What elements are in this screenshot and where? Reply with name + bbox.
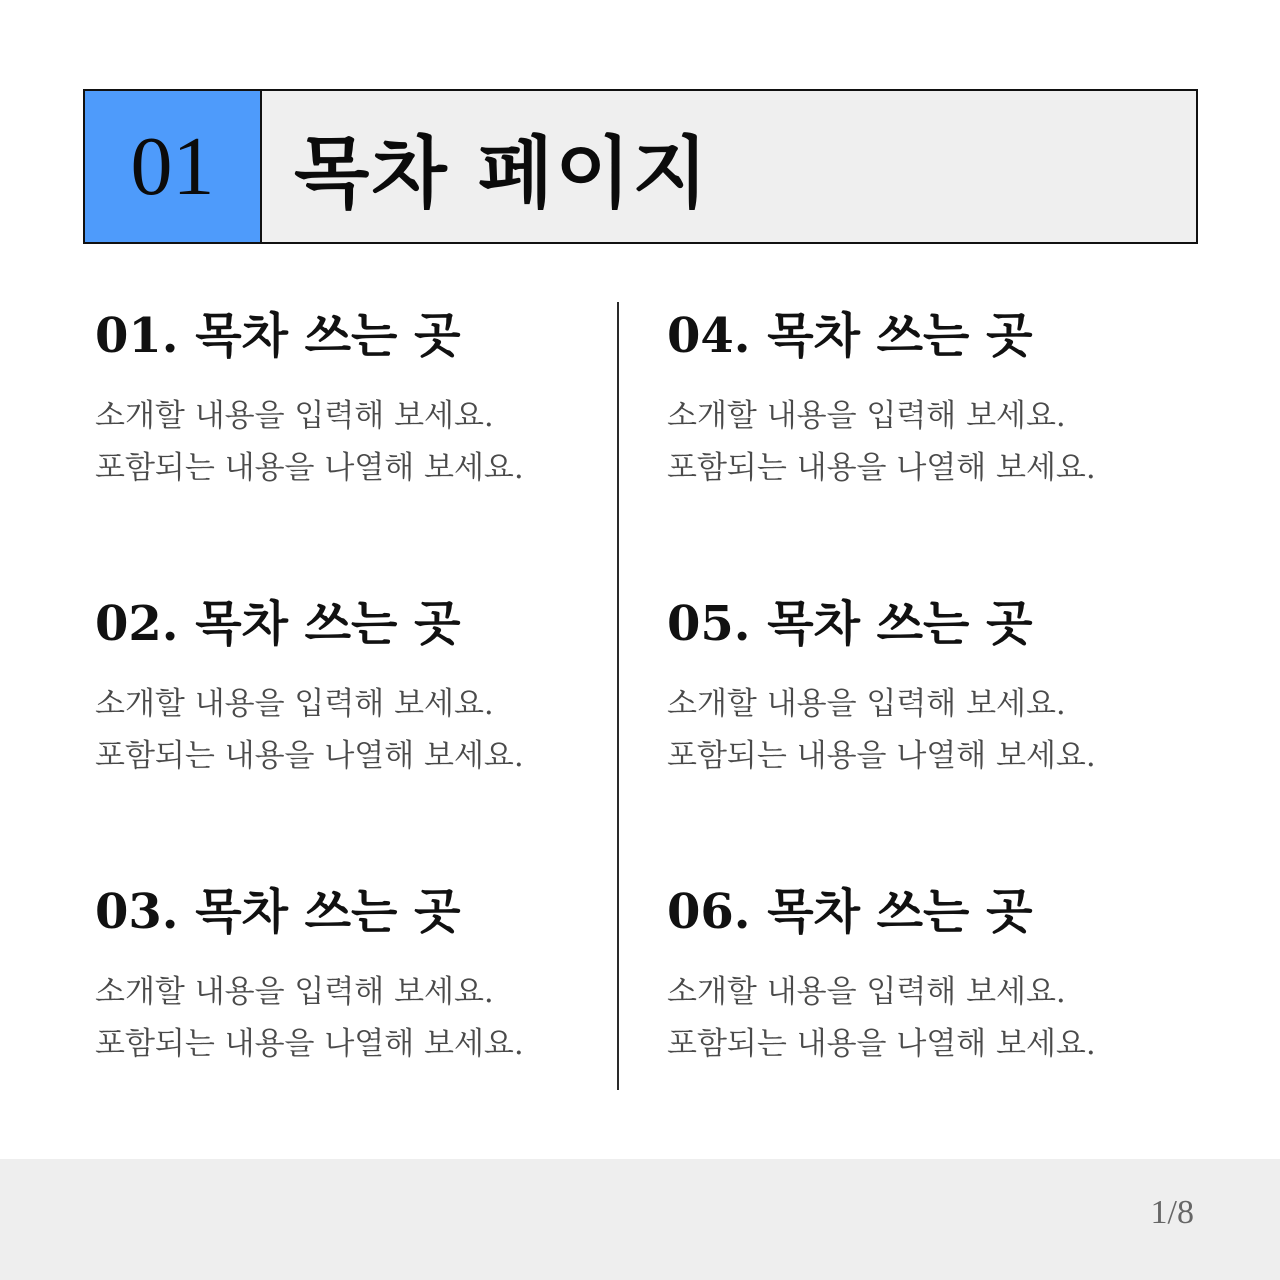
toc-item-line1: 소개할 내용을 입력해 보세요. [95, 974, 494, 1010]
toc-item-title: 06. 목차 쓰는 곳 [667, 884, 1033, 940]
toc-item-description [667, 390, 1167, 494]
toc-item-line1: 소개할 내용을 입력해 보세요. [667, 686, 1066, 722]
toc-item-description [95, 390, 595, 494]
page-indicator: 1/8 [1150, 1194, 1194, 1231]
toc-item-line2: 포함되는 내용을 나열해 보세요. [95, 738, 524, 774]
toc-item-line1: 소개할 내용을 입력해 보세요. [667, 398, 1066, 434]
toc-item-line1: 소개할 내용을 입력해 보세요. [95, 686, 494, 722]
toc-item-title: 04. 목차 쓰는 곳 [667, 308, 1033, 364]
page-title: 목차 페이지 [262, 91, 1196, 242]
toc-item-title: 03. 목차 쓰는 곳 [95, 884, 461, 940]
toc-item-4 [667, 304, 1167, 494]
toc-item-3 [95, 880, 595, 1070]
toc-item-1 [95, 304, 595, 494]
toc-item-description [95, 678, 595, 782]
toc-item-description [95, 966, 595, 1070]
section-number-badge: 01 [85, 91, 262, 242]
toc-item-line2: 포함되는 내용을 나열해 보세요. [667, 738, 1096, 774]
toc-item-description [667, 678, 1167, 782]
toc-item-line1: 소개할 내용을 입력해 보세요. [667, 974, 1066, 1010]
toc-item-title: 05. 목차 쓰는 곳 [667, 596, 1033, 652]
toc-item-line1: 소개할 내용을 입력해 보세요. [95, 398, 494, 434]
toc-item-title: 02. 목차 쓰는 곳 [95, 596, 461, 652]
toc-item-6 [667, 880, 1167, 1070]
footer-bar [0, 1159, 1280, 1280]
toc-item-2 [95, 592, 595, 782]
toc-item-line2: 포함되는 내용을 나열해 보세요. [667, 450, 1096, 486]
toc-item-description [667, 966, 1167, 1070]
column-divider [617, 302, 619, 1090]
toc-item-line2: 포함되는 내용을 나열해 보세요. [95, 450, 524, 486]
page-header [83, 89, 1198, 244]
toc-item-5 [667, 592, 1167, 782]
toc-item-line2: 포함되는 내용을 나열해 보세요. [95, 1026, 524, 1062]
toc-item-line2: 포함되는 내용을 나열해 보세요. [667, 1026, 1096, 1062]
toc-item-title: 01. 목차 쓰는 곳 [95, 308, 461, 364]
